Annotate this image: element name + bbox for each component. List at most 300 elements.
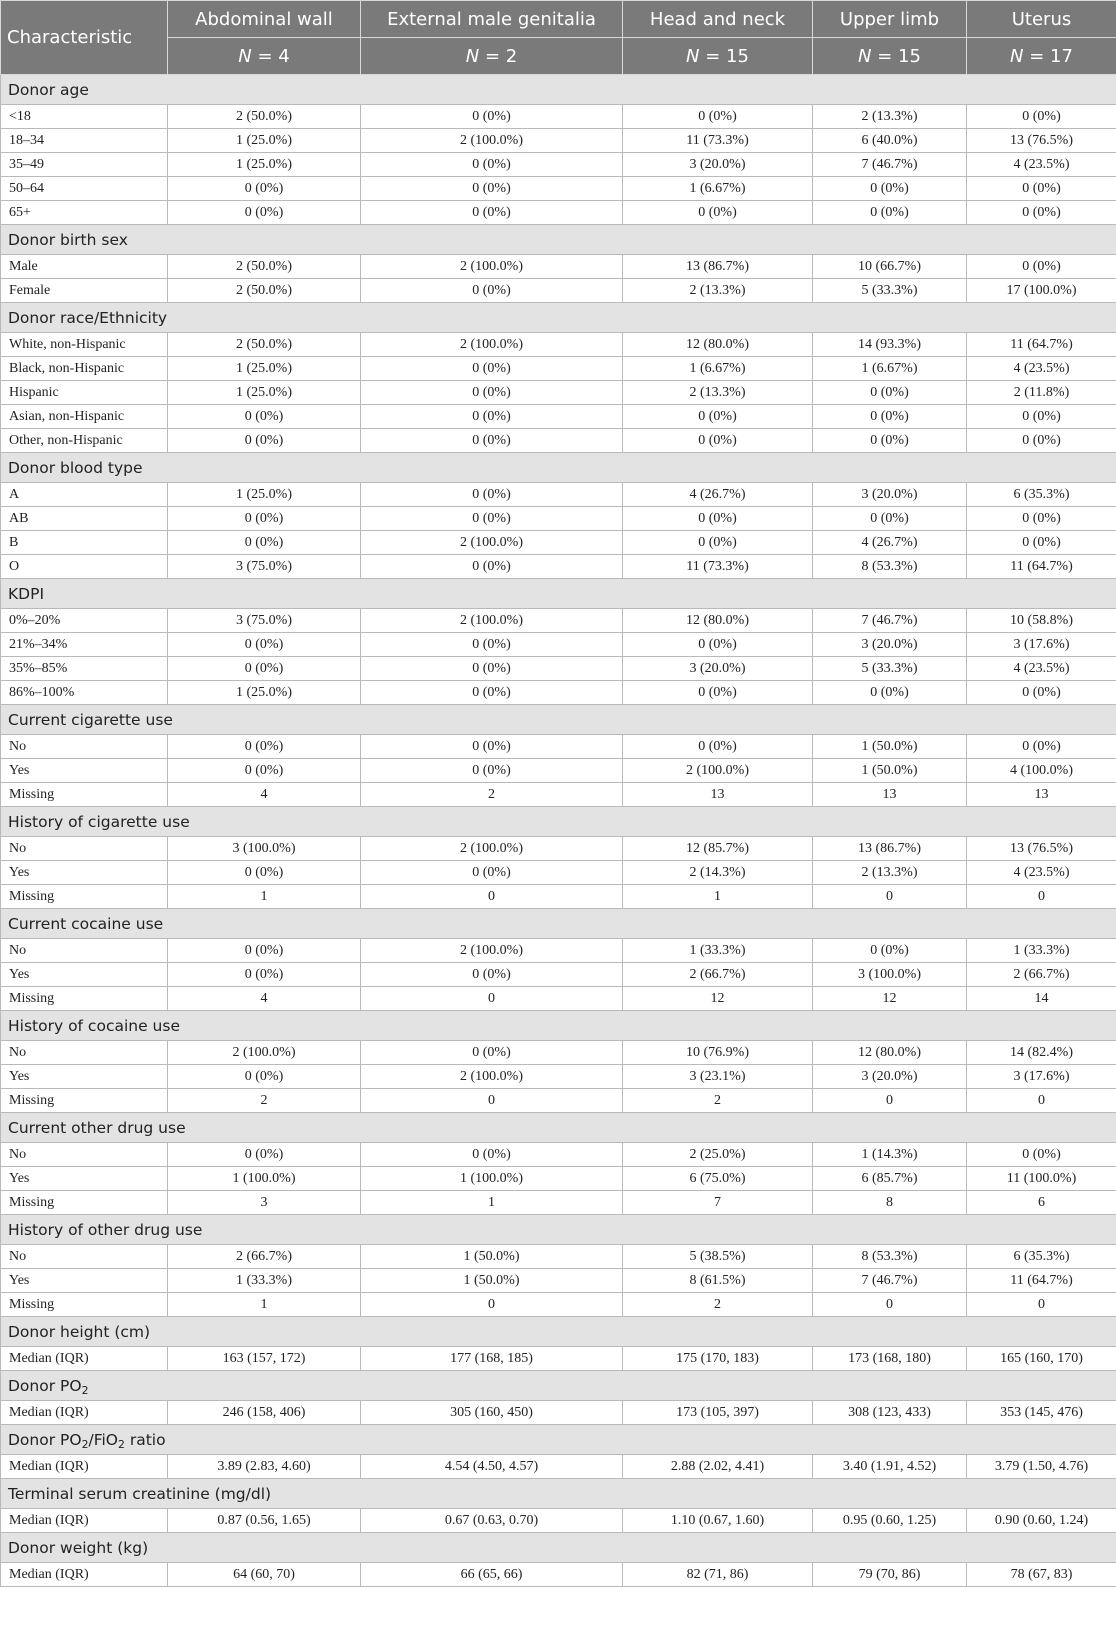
table-row [1, 531, 1116, 555]
section-header-row [1, 705, 1116, 735]
section-header-row [1, 1113, 1116, 1143]
value-cell: 6 [967, 1191, 1116, 1215]
value-cell: 13 [623, 783, 813, 807]
value-cell: 13 (86.7%) [813, 837, 967, 861]
value-cell: 0 (0%) [361, 735, 623, 759]
value-cell: 163 (157, 172) [168, 1347, 361, 1371]
value-cell: 0 (0%) [967, 507, 1116, 531]
section-title-text: Donor PO [8, 1376, 82, 1395]
row-label: Missing [1, 987, 168, 1011]
value-cell: 0 (0%) [168, 633, 361, 657]
section-title-text: Current cigarette use [8, 710, 173, 729]
value-cell: 0.90 (0.60, 1.24) [967, 1509, 1116, 1533]
value-cell: 2 (25.0%) [623, 1143, 813, 1167]
value-cell: 3.89 (2.83, 4.60) [168, 1455, 361, 1479]
value-cell: 0 (0%) [813, 507, 967, 531]
value-cell: 0 (0%) [813, 405, 967, 429]
value-cell: 0 (0%) [813, 429, 967, 453]
header-row-counts [1, 38, 1116, 75]
value-cell: 1 (50.0%) [813, 735, 967, 759]
value-cell: 10 (58.8%) [967, 609, 1116, 633]
value-cell: 173 (168, 180) [813, 1347, 967, 1371]
value-cell: 2 (100.0%) [361, 609, 623, 633]
value-cell: 2 (100.0%) [361, 939, 623, 963]
row-label: 18–34 [1, 129, 168, 153]
value-cell: 0 (0%) [361, 633, 623, 657]
section-title-text: Donor age [8, 80, 89, 99]
section-header-row [1, 75, 1116, 105]
value-cell: 0 (0%) [361, 681, 623, 705]
table-row [1, 735, 1116, 759]
value-cell: 10 (76.9%) [623, 1041, 813, 1065]
value-cell: 3 (20.0%) [623, 153, 813, 177]
value-cell: 1 [361, 1191, 623, 1215]
section-title-text: /FiO [88, 1430, 119, 1449]
section-title-text: Terminal serum creatinine (mg/dl) [8, 1484, 272, 1503]
section-header-row [1, 453, 1116, 483]
row-label: No [1, 1143, 168, 1167]
section-title [1, 1533, 1116, 1563]
value-cell: 3 (75.0%) [168, 555, 361, 579]
value-cell: 1 (25.0%) [168, 357, 361, 381]
value-cell: 0 (0%) [813, 381, 967, 405]
value-cell: 3 (20.0%) [813, 483, 967, 507]
value-cell: 2.88 (2.02, 4.41) [623, 1455, 813, 1479]
value-cell: 7 (46.7%) [813, 609, 967, 633]
value-cell: 0 (0%) [361, 201, 623, 225]
table-row [1, 1563, 1116, 1587]
row-label: O [1, 555, 168, 579]
table-row [1, 357, 1116, 381]
row-label: 65+ [1, 201, 168, 225]
value-cell: 3.40 (1.91, 4.52) [813, 1455, 967, 1479]
value-cell: 10 (66.7%) [813, 255, 967, 279]
value-cell: 12 (80.0%) [813, 1041, 967, 1065]
value-cell: 1 (100.0%) [361, 1167, 623, 1191]
section-title-text: ratio [124, 1430, 166, 1449]
value-cell: 1 (25.0%) [168, 153, 361, 177]
section-title [1, 807, 1116, 837]
section-header-row [1, 1425, 1116, 1455]
value-cell: 2 (100.0%) [361, 531, 623, 555]
value-cell: 0 (0%) [361, 405, 623, 429]
value-cell: 1 (33.3%) [623, 939, 813, 963]
row-label: Median (IQR) [1, 1401, 168, 1425]
section-header-row [1, 225, 1116, 255]
table-row [1, 837, 1116, 861]
n-label: N [1010, 45, 1024, 67]
value-cell: 0 [813, 1089, 967, 1113]
table-row [1, 255, 1116, 279]
row-label: 0%–20% [1, 609, 168, 633]
value-cell: 308 (123, 433) [813, 1401, 967, 1425]
value-cell: 0 (0%) [168, 1065, 361, 1089]
value-cell: 0 (0%) [967, 255, 1116, 279]
row-label: No [1, 1245, 168, 1269]
value-cell: 1 (25.0%) [168, 483, 361, 507]
value-cell: 0 (0%) [168, 507, 361, 531]
value-cell: 11 (100.0%) [967, 1167, 1116, 1191]
value-cell: 0 (0%) [813, 201, 967, 225]
row-label: Missing [1, 885, 168, 909]
value-cell: 6 (40.0%) [813, 129, 967, 153]
value-cell: 2 (14.3%) [623, 861, 813, 885]
value-cell: 0 (0%) [361, 381, 623, 405]
value-cell: 13 (86.7%) [623, 255, 813, 279]
table-row [1, 153, 1116, 177]
value-cell: 0 [813, 885, 967, 909]
value-cell: 14 (82.4%) [967, 1041, 1116, 1065]
value-cell: 0 (0%) [168, 1143, 361, 1167]
value-cell: 0 [361, 885, 623, 909]
table-row [1, 483, 1116, 507]
value-cell: 0 (0%) [623, 201, 813, 225]
value-cell: 0 (0%) [168, 177, 361, 201]
value-cell: 0 (0%) [361, 507, 623, 531]
value-cell: 0 (0%) [967, 735, 1116, 759]
row-label: No [1, 837, 168, 861]
table-row [1, 1293, 1116, 1317]
table-row [1, 609, 1116, 633]
section-header-row [1, 579, 1116, 609]
value-cell: 2 [623, 1089, 813, 1113]
value-cell: 0 (0%) [967, 531, 1116, 555]
row-label: Missing [1, 783, 168, 807]
value-cell: 7 [623, 1191, 813, 1215]
value-cell: 5 (38.5%) [623, 1245, 813, 1269]
value-cell: 0 (0%) [361, 861, 623, 885]
section-header-row [1, 1011, 1116, 1041]
value-cell: 0.95 (0.60, 1.25) [813, 1509, 967, 1533]
n-label: N [465, 45, 480, 67]
value-cell: 8 (61.5%) [623, 1269, 813, 1293]
section-title-text: History of other drug use [8, 1220, 203, 1239]
table-row [1, 1041, 1116, 1065]
header-upper-limb: Upper limb [813, 1, 967, 38]
value-cell: 2 (66.7%) [623, 963, 813, 987]
value-cell: 0 (0%) [967, 201, 1116, 225]
value-cell: 8 (53.3%) [813, 1245, 967, 1269]
value-cell: 2 (50.0%) [168, 279, 361, 303]
value-cell: 14 [967, 987, 1116, 1011]
value-cell: 0 (0%) [168, 531, 361, 555]
table-row [1, 987, 1116, 1011]
section-header-row [1, 909, 1116, 939]
value-cell: 3.79 (1.50, 4.76) [967, 1455, 1116, 1479]
row-label: Median (IQR) [1, 1509, 168, 1533]
section-title-text: Donor birth sex [8, 230, 128, 249]
value-cell: 4 (23.5%) [967, 861, 1116, 885]
table-row [1, 885, 1116, 909]
table-row [1, 429, 1116, 453]
value-cell: 353 (145, 476) [967, 1401, 1116, 1425]
value-cell: 12 [623, 987, 813, 1011]
section-title-text: Current other drug use [8, 1118, 186, 1137]
section-header-row [1, 1371, 1116, 1401]
value-cell: 1 [168, 1293, 361, 1317]
value-cell: 0 (0%) [361, 555, 623, 579]
value-cell: 4 (26.7%) [623, 483, 813, 507]
row-label: Yes [1, 1065, 168, 1089]
value-cell: 177 (168, 185) [361, 1347, 623, 1371]
value-cell: 7 (46.7%) [813, 153, 967, 177]
value-cell: 2 (100.0%) [361, 129, 623, 153]
value-cell: 13 (76.5%) [967, 837, 1116, 861]
value-cell: 2 (66.7%) [168, 1245, 361, 1269]
row-label: 86%–100% [1, 681, 168, 705]
value-cell: 0 (0%) [168, 429, 361, 453]
value-cell: 7 (46.7%) [813, 1269, 967, 1293]
value-cell: 4 [168, 783, 361, 807]
value-cell: 0 (0%) [813, 939, 967, 963]
value-cell: 0 (0%) [623, 405, 813, 429]
value-cell: 0 (0%) [623, 105, 813, 129]
table-row [1, 681, 1116, 705]
value-cell: 4 (26.7%) [813, 531, 967, 555]
section-title-text: Donor PO [8, 1430, 82, 1449]
section-header-row [1, 1317, 1116, 1347]
value-cell: 1 (25.0%) [168, 381, 361, 405]
section-title-text: Donor blood type [8, 458, 143, 477]
section-title-text: History of cigarette use [8, 812, 190, 831]
section-title [1, 1215, 1116, 1245]
value-cell: 246 (158, 406) [168, 1401, 361, 1425]
header-n-uterus [967, 38, 1116, 75]
value-cell: 0 (0%) [623, 531, 813, 555]
value-cell: 175 (170, 183) [623, 1347, 813, 1371]
value-cell: 2 (100.0%) [168, 1041, 361, 1065]
table-row [1, 1089, 1116, 1113]
section-title [1, 579, 1116, 609]
value-cell: 8 [813, 1191, 967, 1215]
value-cell: 1 (6.67%) [623, 357, 813, 381]
table-row [1, 1509, 1116, 1533]
section-title-text: Donor height (cm) [8, 1322, 151, 1341]
value-cell: 0 [361, 987, 623, 1011]
value-cell: 0 (0%) [168, 405, 361, 429]
table-row [1, 783, 1116, 807]
section-title [1, 909, 1116, 939]
value-cell: 0 [813, 1293, 967, 1317]
value-cell: 1 (33.3%) [967, 939, 1116, 963]
n-value: = 15 [705, 45, 749, 67]
table-header [1, 1, 1116, 75]
table-row [1, 381, 1116, 405]
table-row [1, 1167, 1116, 1191]
table-row [1, 177, 1116, 201]
value-cell: 12 (80.0%) [623, 333, 813, 357]
section-title [1, 1317, 1116, 1347]
value-cell: 2 (50.0%) [168, 333, 361, 357]
value-cell: 1 (50.0%) [813, 759, 967, 783]
row-label: 35%–85% [1, 657, 168, 681]
row-label: Missing [1, 1293, 168, 1317]
value-cell: 1 [623, 885, 813, 909]
section-title [1, 1371, 1116, 1401]
value-cell: 2 (50.0%) [168, 255, 361, 279]
section-title [1, 1479, 1116, 1509]
value-cell: 64 (60, 70) [168, 1563, 361, 1587]
value-cell: 2 (100.0%) [361, 333, 623, 357]
value-cell: 1 (25.0%) [168, 129, 361, 153]
value-cell: 1 (6.67%) [623, 177, 813, 201]
header-characteristic: Characteristic [1, 1, 168, 75]
table-row [1, 201, 1116, 225]
row-label: Hispanic [1, 381, 168, 405]
value-cell: 0.87 (0.56, 1.65) [168, 1509, 361, 1533]
section-header-row [1, 1533, 1116, 1563]
value-cell: 1 (6.67%) [813, 357, 967, 381]
section-header-row [1, 807, 1116, 837]
value-cell: 0 (0%) [623, 633, 813, 657]
table-row [1, 279, 1116, 303]
value-cell: 1 (50.0%) [361, 1245, 623, 1269]
value-cell: 12 (80.0%) [623, 609, 813, 633]
table-row [1, 555, 1116, 579]
value-cell: 0 [361, 1089, 623, 1113]
row-label: Yes [1, 963, 168, 987]
section-title [1, 453, 1116, 483]
section-title-subscript: 2 [81, 1383, 89, 1397]
row-label: White, non-Hispanic [1, 333, 168, 357]
header-external-male-genitalia: External male genitalia [361, 1, 623, 38]
value-cell: 0 (0%) [361, 1041, 623, 1065]
value-cell: 173 (105, 397) [623, 1401, 813, 1425]
value-cell: 11 (64.7%) [967, 555, 1116, 579]
header-n-external-male-genitalia [361, 38, 623, 75]
row-label: AB [1, 507, 168, 531]
value-cell: 0 (0%) [967, 429, 1116, 453]
section-title-text: Current cocaine use [8, 914, 164, 933]
value-cell: 4 (23.5%) [967, 153, 1116, 177]
section-title-text: History of cocaine use [8, 1016, 180, 1035]
value-cell: 11 (64.7%) [967, 333, 1116, 357]
n-value: = 4 [257, 45, 290, 67]
n-value: = 2 [484, 45, 518, 67]
value-cell: 0 (0%) [168, 735, 361, 759]
row-label: Yes [1, 759, 168, 783]
row-label: Median (IQR) [1, 1455, 168, 1479]
row-label: Missing [1, 1089, 168, 1113]
row-label: 35–49 [1, 153, 168, 177]
value-cell: 6 (85.7%) [813, 1167, 967, 1191]
value-cell: 1 [168, 885, 361, 909]
table-row [1, 759, 1116, 783]
value-cell: 5 (33.3%) [813, 279, 967, 303]
value-cell: 0 [967, 1293, 1116, 1317]
value-cell: 0 (0%) [813, 681, 967, 705]
row-label: Black, non-Hispanic [1, 357, 168, 381]
table-row [1, 633, 1116, 657]
row-label: Yes [1, 861, 168, 885]
row-label: Missing [1, 1191, 168, 1215]
value-cell: 0 (0%) [361, 177, 623, 201]
value-cell: 2 (50.0%) [168, 105, 361, 129]
value-cell: 305 (160, 450) [361, 1401, 623, 1425]
section-header-row [1, 1215, 1116, 1245]
value-cell: 17 (100.0%) [967, 279, 1116, 303]
value-cell: 0 (0%) [168, 657, 361, 681]
value-cell: 3 (100.0%) [168, 837, 361, 861]
value-cell: 0 [361, 1293, 623, 1317]
value-cell: 79 (70, 86) [813, 1563, 967, 1587]
value-cell: 0 (0%) [168, 861, 361, 885]
section-title-subscript: 2 [118, 1437, 125, 1451]
table-row [1, 1191, 1116, 1215]
value-cell: 4 (23.5%) [967, 357, 1116, 381]
header-abdominal-wall: Abdominal wall [168, 1, 361, 38]
header-n-abdominal-wall [168, 38, 361, 75]
header-uterus: Uterus [967, 1, 1116, 38]
value-cell: 2 [623, 1293, 813, 1317]
value-cell: 14 (93.3%) [813, 333, 967, 357]
value-cell: 1.10 (0.67, 1.60) [623, 1509, 813, 1533]
value-cell: 2 (66.7%) [967, 963, 1116, 987]
value-cell: 0 [967, 885, 1116, 909]
value-cell: 0 (0%) [361, 1143, 623, 1167]
table-row [1, 1401, 1116, 1425]
value-cell: 0 (0%) [967, 681, 1116, 705]
value-cell: 4 (100.0%) [967, 759, 1116, 783]
section-title-text: KDPI [8, 584, 45, 603]
value-cell: 3 (17.6%) [967, 1065, 1116, 1089]
header-row-titles [1, 1, 1116, 38]
value-cell: 3 [168, 1191, 361, 1215]
value-cell: 0 (0%) [361, 963, 623, 987]
value-cell: 13 [813, 783, 967, 807]
value-cell: 2 [361, 783, 623, 807]
row-label: 50–64 [1, 177, 168, 201]
value-cell: 11 (73.3%) [623, 129, 813, 153]
value-cell: 6 (75.0%) [623, 1167, 813, 1191]
value-cell: 2 (100.0%) [361, 255, 623, 279]
value-cell: 0 (0%) [623, 681, 813, 705]
table-row [1, 657, 1116, 681]
value-cell: 0 (0%) [168, 939, 361, 963]
value-cell: 0 (0%) [967, 105, 1116, 129]
value-cell: 0 (0%) [361, 657, 623, 681]
section-title-subscript: 2 [81, 1437, 89, 1451]
section-title [1, 303, 1116, 333]
section-title [1, 705, 1116, 735]
table-row [1, 405, 1116, 429]
value-cell: 0 (0%) [623, 735, 813, 759]
table-body [1, 75, 1116, 1587]
value-cell: 5 (33.3%) [813, 657, 967, 681]
table-row [1, 507, 1116, 531]
table-row [1, 1455, 1116, 1479]
header-n-head-and-neck [623, 38, 813, 75]
value-cell: 0 (0%) [361, 759, 623, 783]
n-value: = 15 [877, 45, 921, 67]
row-label: No [1, 939, 168, 963]
row-label: B [1, 531, 168, 555]
value-cell: 6 (35.3%) [967, 1245, 1116, 1269]
value-cell: 3 (17.6%) [967, 633, 1116, 657]
n-label: N [686, 45, 700, 67]
section-title [1, 1425, 1116, 1455]
value-cell: 1 (14.3%) [813, 1143, 967, 1167]
value-cell: 2 (11.8%) [967, 381, 1116, 405]
table-row [1, 1143, 1116, 1167]
section-title-text: Donor weight (kg) [8, 1538, 149, 1557]
value-cell: 0 (0%) [623, 507, 813, 531]
section-title [1, 225, 1116, 255]
table-row [1, 963, 1116, 987]
section-title [1, 1011, 1116, 1041]
value-cell: 0 (0%) [623, 429, 813, 453]
value-cell: 0 (0%) [967, 405, 1116, 429]
